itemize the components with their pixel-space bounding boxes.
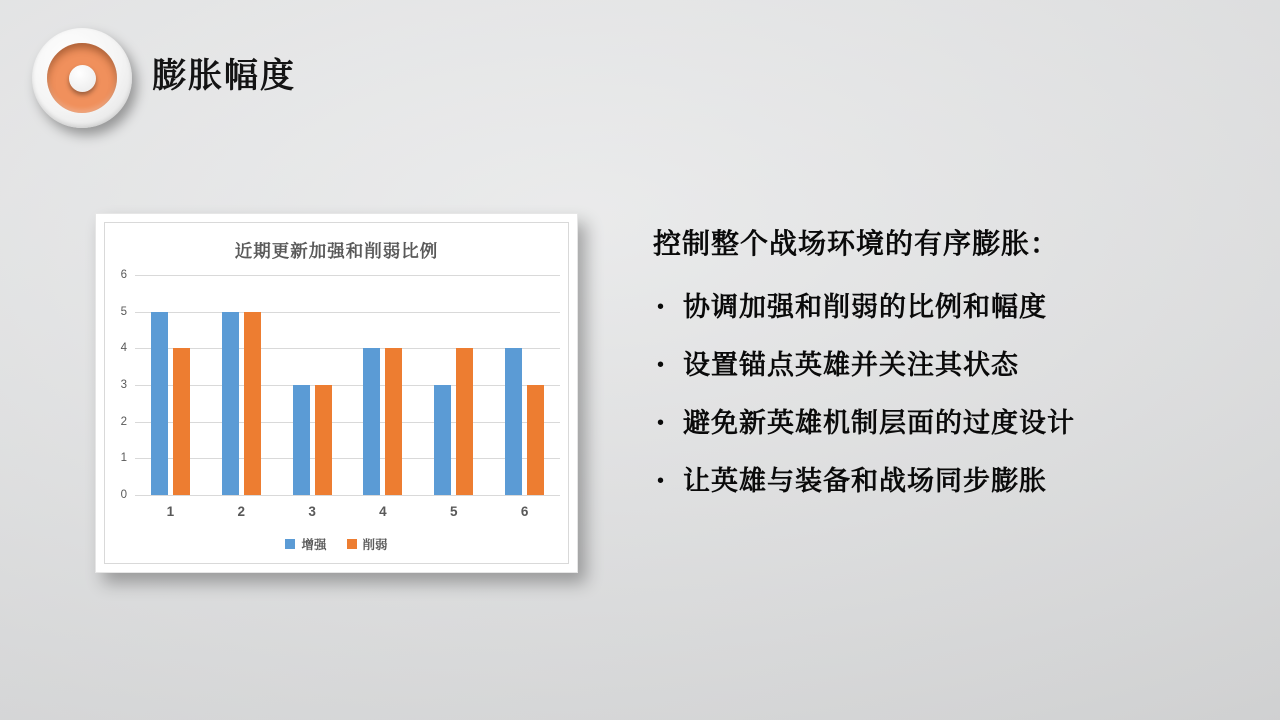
chart-title: 近期更新加强和削弱比例 xyxy=(234,241,439,261)
bar-group-5 xyxy=(418,275,489,495)
bar-group-3 xyxy=(277,275,348,495)
bar-增强-5 xyxy=(434,385,451,495)
y-tick-label: 0 xyxy=(120,489,127,501)
bar-削弱-2 xyxy=(244,312,261,495)
bar-group-6 xyxy=(489,275,560,495)
bar-增强-3 xyxy=(293,385,310,495)
legend-swatch xyxy=(285,539,295,549)
bullseye-icon xyxy=(32,28,132,128)
y-tick-label: 1 xyxy=(120,452,127,465)
bullet-text: 协调加强和削弱的比例和幅度 xyxy=(683,292,1048,322)
bar-削弱-6 xyxy=(527,385,544,495)
x-axis-labels xyxy=(135,495,560,531)
plot-area xyxy=(120,269,560,501)
bullseye-center-dot xyxy=(69,65,96,92)
bar-group-4 xyxy=(348,275,419,495)
chart-frame xyxy=(104,222,569,564)
bullseye-orange-ring xyxy=(47,43,117,113)
x-tick-label: 3 xyxy=(308,504,316,519)
bullet-list xyxy=(653,290,1243,498)
legend-label: 削弱 xyxy=(362,538,388,552)
x-tick-label: 2 xyxy=(237,504,245,519)
bar-削弱-5 xyxy=(456,348,473,495)
section-heading: 控制整个战场环境的有序膨胀： xyxy=(653,228,1060,259)
bar-削弱-3 xyxy=(315,385,332,495)
x-tick-label: 1 xyxy=(166,504,175,519)
y-tick-label: 3 xyxy=(120,379,127,391)
bullet-dot: • xyxy=(657,354,666,376)
legend-label: 增强 xyxy=(301,538,327,552)
y-tick-label: 4 xyxy=(120,342,127,355)
bar-削弱-4 xyxy=(385,348,402,495)
bullet-dot: • xyxy=(657,412,666,434)
x-tick-label: 6 xyxy=(520,504,529,519)
bullet-dot: • xyxy=(657,470,666,492)
legend-swatch xyxy=(347,539,357,549)
legend-item-增强 xyxy=(285,535,326,553)
bullet-item xyxy=(653,464,1243,498)
bar-削弱-1 xyxy=(173,348,190,495)
bar-增强-6 xyxy=(505,348,522,495)
x-tick-label: 5 xyxy=(449,504,458,519)
bullet-text: 设置锚点英雄并关注其状态 xyxy=(683,350,1020,380)
bullet-item xyxy=(653,348,1243,382)
chart-card xyxy=(95,213,578,573)
bullet-text: 让英雄与装备和战场同步膨胀 xyxy=(683,466,1048,496)
x-axis-line xyxy=(135,495,560,496)
bar-group-2 xyxy=(206,275,277,495)
page-title: 膨胀幅度 xyxy=(152,57,296,95)
bullet-dot: • xyxy=(657,296,666,318)
bar-增强-1 xyxy=(151,312,168,495)
x-tick-label: 4 xyxy=(379,504,387,519)
y-tick-label: 6 xyxy=(120,269,127,281)
legend-item-削弱 xyxy=(347,535,388,553)
chart-legend xyxy=(105,531,568,557)
bar-增强-4 xyxy=(363,348,380,495)
y-tick-label: 2 xyxy=(120,415,127,428)
right-panel xyxy=(653,226,1243,522)
y-tick-label: 5 xyxy=(120,305,127,318)
bullet-item xyxy=(653,406,1243,440)
bar-series-container xyxy=(135,275,560,495)
bullet-item xyxy=(653,290,1243,324)
bullet-text: 避免新英雄机制层面的过度设计 xyxy=(683,408,1076,438)
bar-增强-2 xyxy=(222,312,239,495)
bar-group-1 xyxy=(135,275,206,495)
